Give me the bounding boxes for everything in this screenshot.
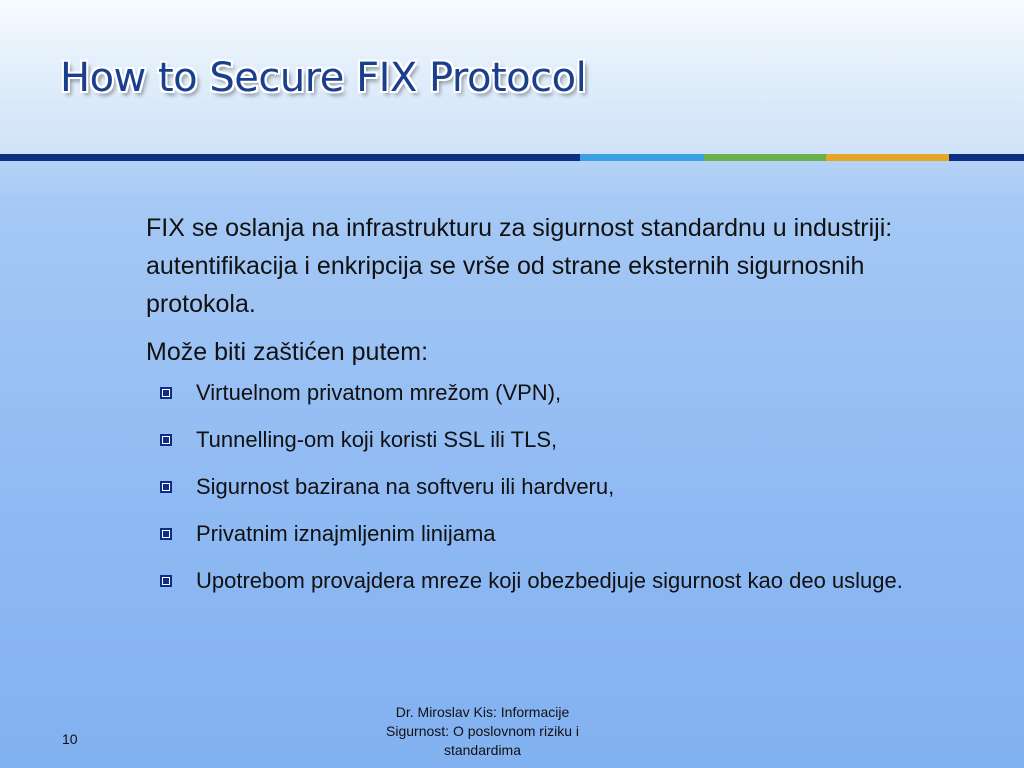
square-bullet-icon [160,528,172,540]
slide-title: How to Secure FIX Protocol [60,55,587,101]
square-bullet-icon [160,481,172,493]
square-bullet-icon [160,434,172,446]
divider-segment-green [704,154,826,161]
bullet-item [158,565,948,596]
slide-number: 10 [62,731,78,747]
bullet-item [158,377,948,408]
square-bullet-icon [160,575,172,587]
bullet-item [158,518,948,549]
bullet-list [158,377,948,596]
title-divider [0,154,1024,161]
methods-heading: Može biti zaštićen putem: [146,338,429,366]
footer-text: Dr. Miroslav Kis: Informacije Sigurnost: O poslovnom riziku i standardima [386,704,579,758]
divider-segment-navy-end [949,154,1024,161]
bullet-text: Upotrebom provajdera mreze koji obezbedjuje sigurnost kao deo usluge. [196,568,903,593]
bullet-text: Privatnim iznajmljenim linijama [196,521,496,546]
intro-paragraph: FIX se oslanja na infrastrukturu za sigurnost standardnu u industriji: autentifikacija i enkripcija se vrše od strane eksternih sigurnosnih protokola. [146,214,893,318]
divider-segment-navy [0,154,580,161]
bullet-text: Virtuelnom privatnom mrežom (VPN), [196,380,562,405]
bullet-text: Sigurnost bazirana na softveru ili hardveru, [196,474,615,499]
square-bullet-icon [160,387,172,399]
bullet-item [158,471,948,502]
divider-segment-blue [580,154,704,161]
bullet-item [158,424,948,455]
divider-segment-gold [826,154,949,161]
bullet-text: Tunnelling-om koji koristi SSL ili TLS, [196,427,558,452]
slide-content [146,209,956,612]
